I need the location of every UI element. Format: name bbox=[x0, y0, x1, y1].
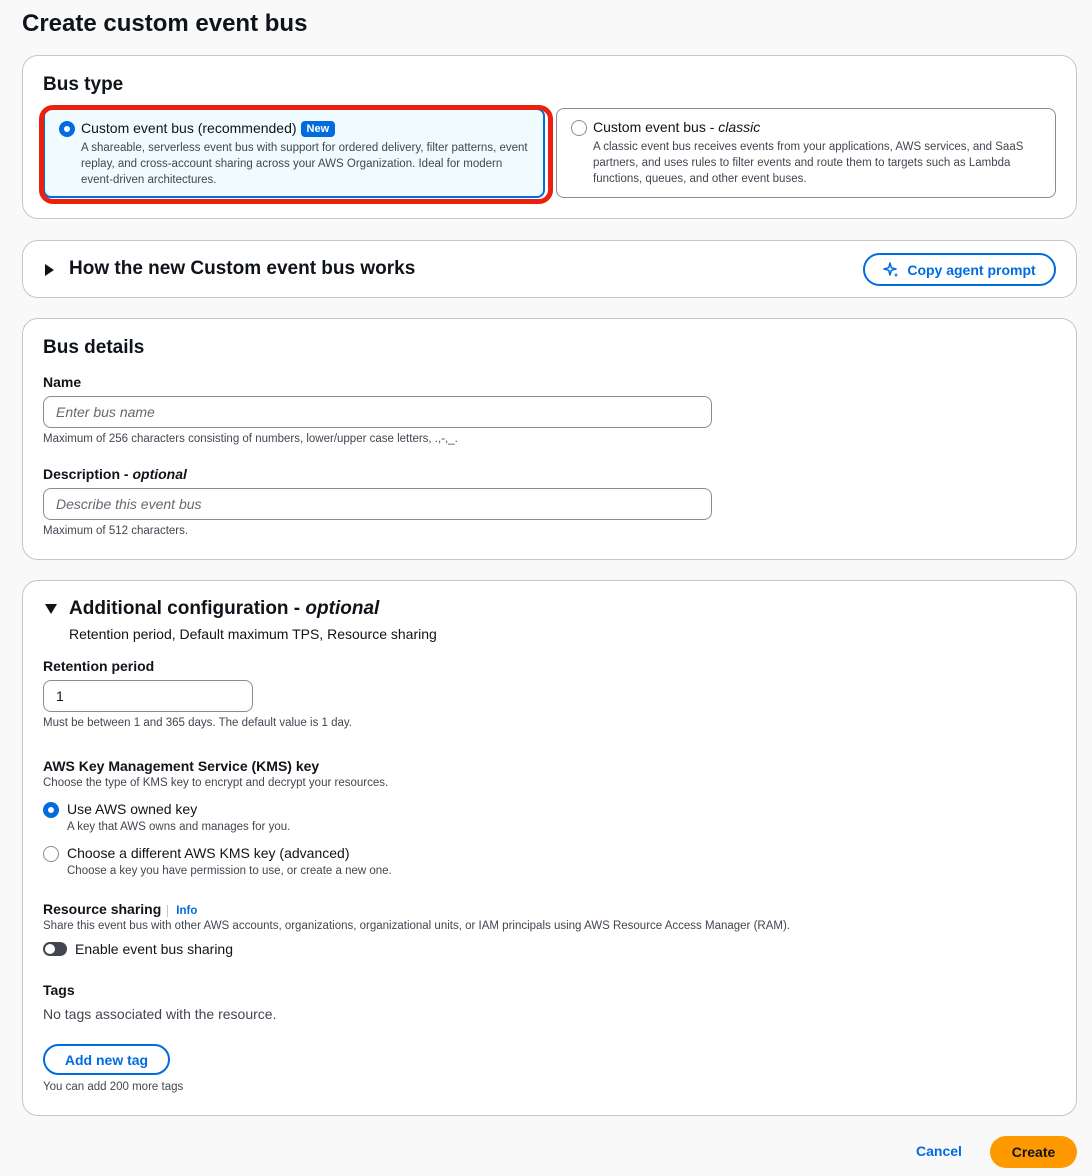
bus-type-option-classic[interactable] bbox=[556, 108, 1056, 198]
resource-sharing-info-link[interactable]: Info bbox=[167, 905, 197, 917]
resource-sharing-label: Resource sharing bbox=[43, 901, 162, 917]
option-classic-title-italic: classic bbox=[718, 119, 761, 135]
create-button[interactable]: Create bbox=[990, 1136, 1077, 1168]
kms-option-aws-owned-label: Use AWS owned key bbox=[67, 801, 198, 817]
event-bus-sharing-toggle-row[interactable] bbox=[43, 941, 233, 957]
name-hint: Maximum of 256 characters consisting of numbers, lower/upper case letters, .,-,_. bbox=[43, 433, 458, 445]
resource-sharing-header bbox=[43, 901, 197, 919]
add-new-tag-button[interactable]: Add new tag bbox=[43, 1044, 170, 1075]
retention-hint: Must be between 1 and 365 days. The default value is 1 day. bbox=[43, 717, 353, 729]
radio-classic-event-bus[interactable] bbox=[571, 120, 587, 136]
additional-config-subheading: Retention period, Default maximum TPS, Resource sharing bbox=[69, 626, 437, 642]
kms-label: AWS Key Management Service (KMS) key bbox=[43, 758, 320, 774]
how-works-heading[interactable]: How the new Custom event bus works bbox=[69, 258, 416, 279]
copy-agent-prompt-button[interactable] bbox=[863, 253, 1056, 286]
event-bus-sharing-label: Enable event bus sharing bbox=[75, 941, 233, 957]
option-classic-title bbox=[593, 119, 760, 135]
new-badge: New bbox=[301, 121, 336, 137]
copy-agent-prompt-label: Copy agent prompt bbox=[907, 261, 1036, 278]
description-label-optional: optional bbox=[132, 466, 187, 482]
sparkle-icon bbox=[883, 262, 899, 278]
bus-type-option-custom[interactable] bbox=[43, 108, 545, 198]
tags-empty-message: No tags associated with the resource. bbox=[43, 1006, 277, 1022]
tags-hint: You can add 200 more tags bbox=[43, 1081, 184, 1093]
cancel-button[interactable]: Cancel bbox=[916, 1143, 962, 1159]
how-works-panel bbox=[22, 240, 1077, 298]
event-bus-sharing-toggle[interactable] bbox=[43, 942, 67, 956]
additional-config-heading-text: Additional configuration - bbox=[69, 598, 306, 619]
retention-label: Retention period bbox=[43, 658, 155, 674]
collapse-caret-icon[interactable] bbox=[45, 604, 57, 614]
kms-option-custom-desc: Choose a key you have permission to use, or create a new one. bbox=[67, 865, 392, 877]
description-label-text: Description - bbox=[43, 466, 133, 482]
additional-config-heading[interactable] bbox=[69, 598, 379, 620]
additional-config-panel bbox=[22, 580, 1077, 1116]
option-custom-title bbox=[81, 120, 335, 137]
description-label bbox=[43, 466, 187, 482]
retention-input[interactable]: 1 bbox=[43, 680, 253, 712]
description-input[interactable]: Describe this event bus bbox=[43, 488, 712, 520]
option-custom-description: A shareable, serverless event bus with support for ordered delivery, filter patterns, event replay, and cross-account sharing across your AWS Organization. Ideal for modern event-driven architectures. bbox=[81, 142, 528, 186]
resource-sharing-description: Share this event bus with other AWS accounts, organizations, organizational units, or IAM principals using AWS Resource Access Manager (RAM). bbox=[43, 920, 790, 932]
expand-caret-icon[interactable] bbox=[45, 264, 54, 276]
option-classic-title-text: Custom event bus - bbox=[593, 119, 719, 135]
name-label: Name bbox=[43, 374, 82, 390]
description-hint: Maximum of 512 characters. bbox=[43, 525, 189, 537]
radio-custom-event-bus[interactable] bbox=[59, 121, 75, 137]
tags-label: Tags bbox=[43, 982, 75, 998]
radio-custom-kms-key[interactable] bbox=[43, 846, 59, 862]
option-custom-title-text: Custom event bus (recommended) bbox=[81, 120, 297, 136]
kms-option-aws-owned-desc: A key that AWS owns and manages for you. bbox=[67, 821, 291, 833]
page-title: Create custom event bus bbox=[22, 10, 308, 37]
bus-details-panel bbox=[22, 318, 1077, 560]
bus-type-panel bbox=[22, 55, 1077, 219]
kms-description: Choose the type of KMS key to encrypt and decrypt your resources. bbox=[43, 777, 389, 789]
bus-details-heading: Bus details bbox=[43, 337, 145, 358]
bus-type-heading: Bus type bbox=[43, 74, 124, 95]
additional-config-heading-optional: optional bbox=[305, 598, 380, 619]
radio-aws-owned-key[interactable] bbox=[43, 802, 59, 818]
option-classic-description: A classic event bus receives events from your applications, AWS services, and SaaS partners, and uses rules to filter events and route them to targets such as Lambda functions, queues, and other event buses. bbox=[593, 141, 1024, 185]
bus-name-input[interactable]: Enter bus name bbox=[43, 396, 712, 428]
kms-option-custom-label: Choose a different AWS KMS key (advanced) bbox=[67, 845, 350, 861]
